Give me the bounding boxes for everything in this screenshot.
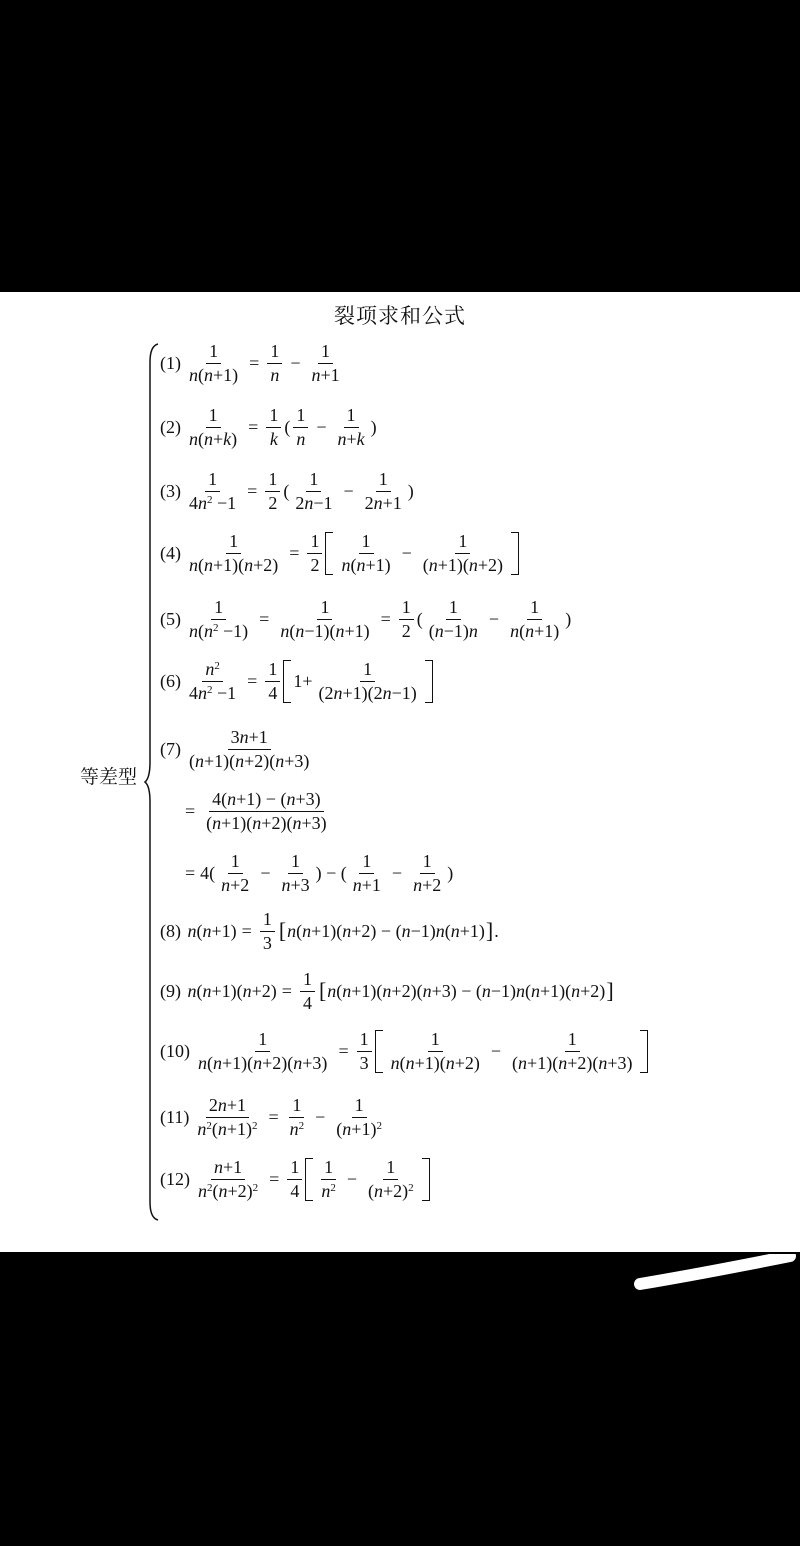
side-label: 等差型 [80,766,138,788]
formula-11: (11) $\frac{2n+1}{n^2(n+1)^2}$ = $\frac{1}{n^2}$ − $\frac{1}{(n+1)^2}$ [160,1095,382,1139]
formula-label: (6) [160,670,181,691]
formula-7: (7) $\frac{3n+1}{(n+1)(n+2)(n+3)}$ [160,727,310,771]
formula-label: (10) [160,1040,190,1061]
formula-label: (7) [160,738,181,759]
formula-5: (5) $\frac{1}{n(n^2 -1)}$ = $\frac{1}{n(n-1)(n+1)}$ = $\frac{1}{2}$ ( $\frac{1}{(n-1)n}$ − $\frac{1}{n(n+1)}$ ) [160,597,572,641]
white-brush-stroke [630,1254,800,1294]
page-title: 裂项求和公式 [334,304,466,328]
formula-8: (8) n(n+1) = $\frac{1}{3}$ [ n(n+1)(n+2) − (n−1)n(n+1) ] . [160,909,499,953]
formula-9: (9) n(n+1)(n+2) = $\frac{1}{4}$ [ n(n+1)(n+2)(n+3) − (n−1)n(n+1)(n+2) ] [160,969,614,1013]
formula-label: (5) [160,608,181,629]
formula-10: (10) $\frac{1}{n(n+1)(n+2)(n+3)}$ = $\frac{1}{3}$ $\frac{1}{n(n+1)(n+2)}$ − $\frac{1}{(n+1)(n+2)(n+3)}$ [160,1030,648,1073]
formula-7-step-2: = $\frac{4(n+1) - (n+3)}{(n+1)(n+2)(n+3)}$ [185,789,327,833]
formula-3: (3) $\frac{1}{4n^2 -1}$ = $\frac{1}{2}$ ( $\frac{1}{2n-1}$ − $\frac{1}{2n+1}$ ) [160,469,414,513]
formula-2: (2) $\frac{1}{n(n+k)}$ = $\frac{1}{k}$ ( $\frac{1}{n}$ − $\frac{1}{n+k}$ ) [160,405,377,449]
formula-1: (1) $\frac{1}{n(n+1)}$ = $\frac{1}{n}$ − $\frac{1}{n+1}$ [160,341,340,385]
formula-label: (2) [160,416,181,437]
formula-sheet [0,292,800,1252]
formula-7-step-3: = 4( $\frac{1}{n+2}$ − $\frac{1}{n+3}$ ) − ( $\frac{1}{n+1}$ − $\frac{1}{n+2}$ ) [185,851,454,895]
formula-label: (4) [160,542,181,563]
formula-label: (1) [160,352,181,373]
formula-4: (4) $\frac{1}{n(n+1)(n+2)}$ = $\frac{1}{2}$ $\frac{1}{n(n+1)}$ − $\frac{1}{(n+1)(n+2)}$ [160,532,519,575]
formula-label: (11) [160,1106,190,1127]
formula-label: (3) [160,480,181,501]
formula-label: (9) [160,980,181,1001]
formula-label: (8) [160,920,181,941]
formula-12: (12) $\frac{n+1}{n^2(n+2)^2}$ = $\frac{1}{4}$ $\frac{1}{n^2}$ − $\frac{1}{(n+2)^2}$ [160,1158,430,1201]
left-brace [144,342,160,1222]
formula-6: (6) $\frac{n^2}{4n^2 -1}$ = $\frac{1}{4}$ 1+ $\frac{1}{(2n+1)(2n-1)}$ [160,660,433,703]
formula-label: (12) [160,1168,190,1189]
